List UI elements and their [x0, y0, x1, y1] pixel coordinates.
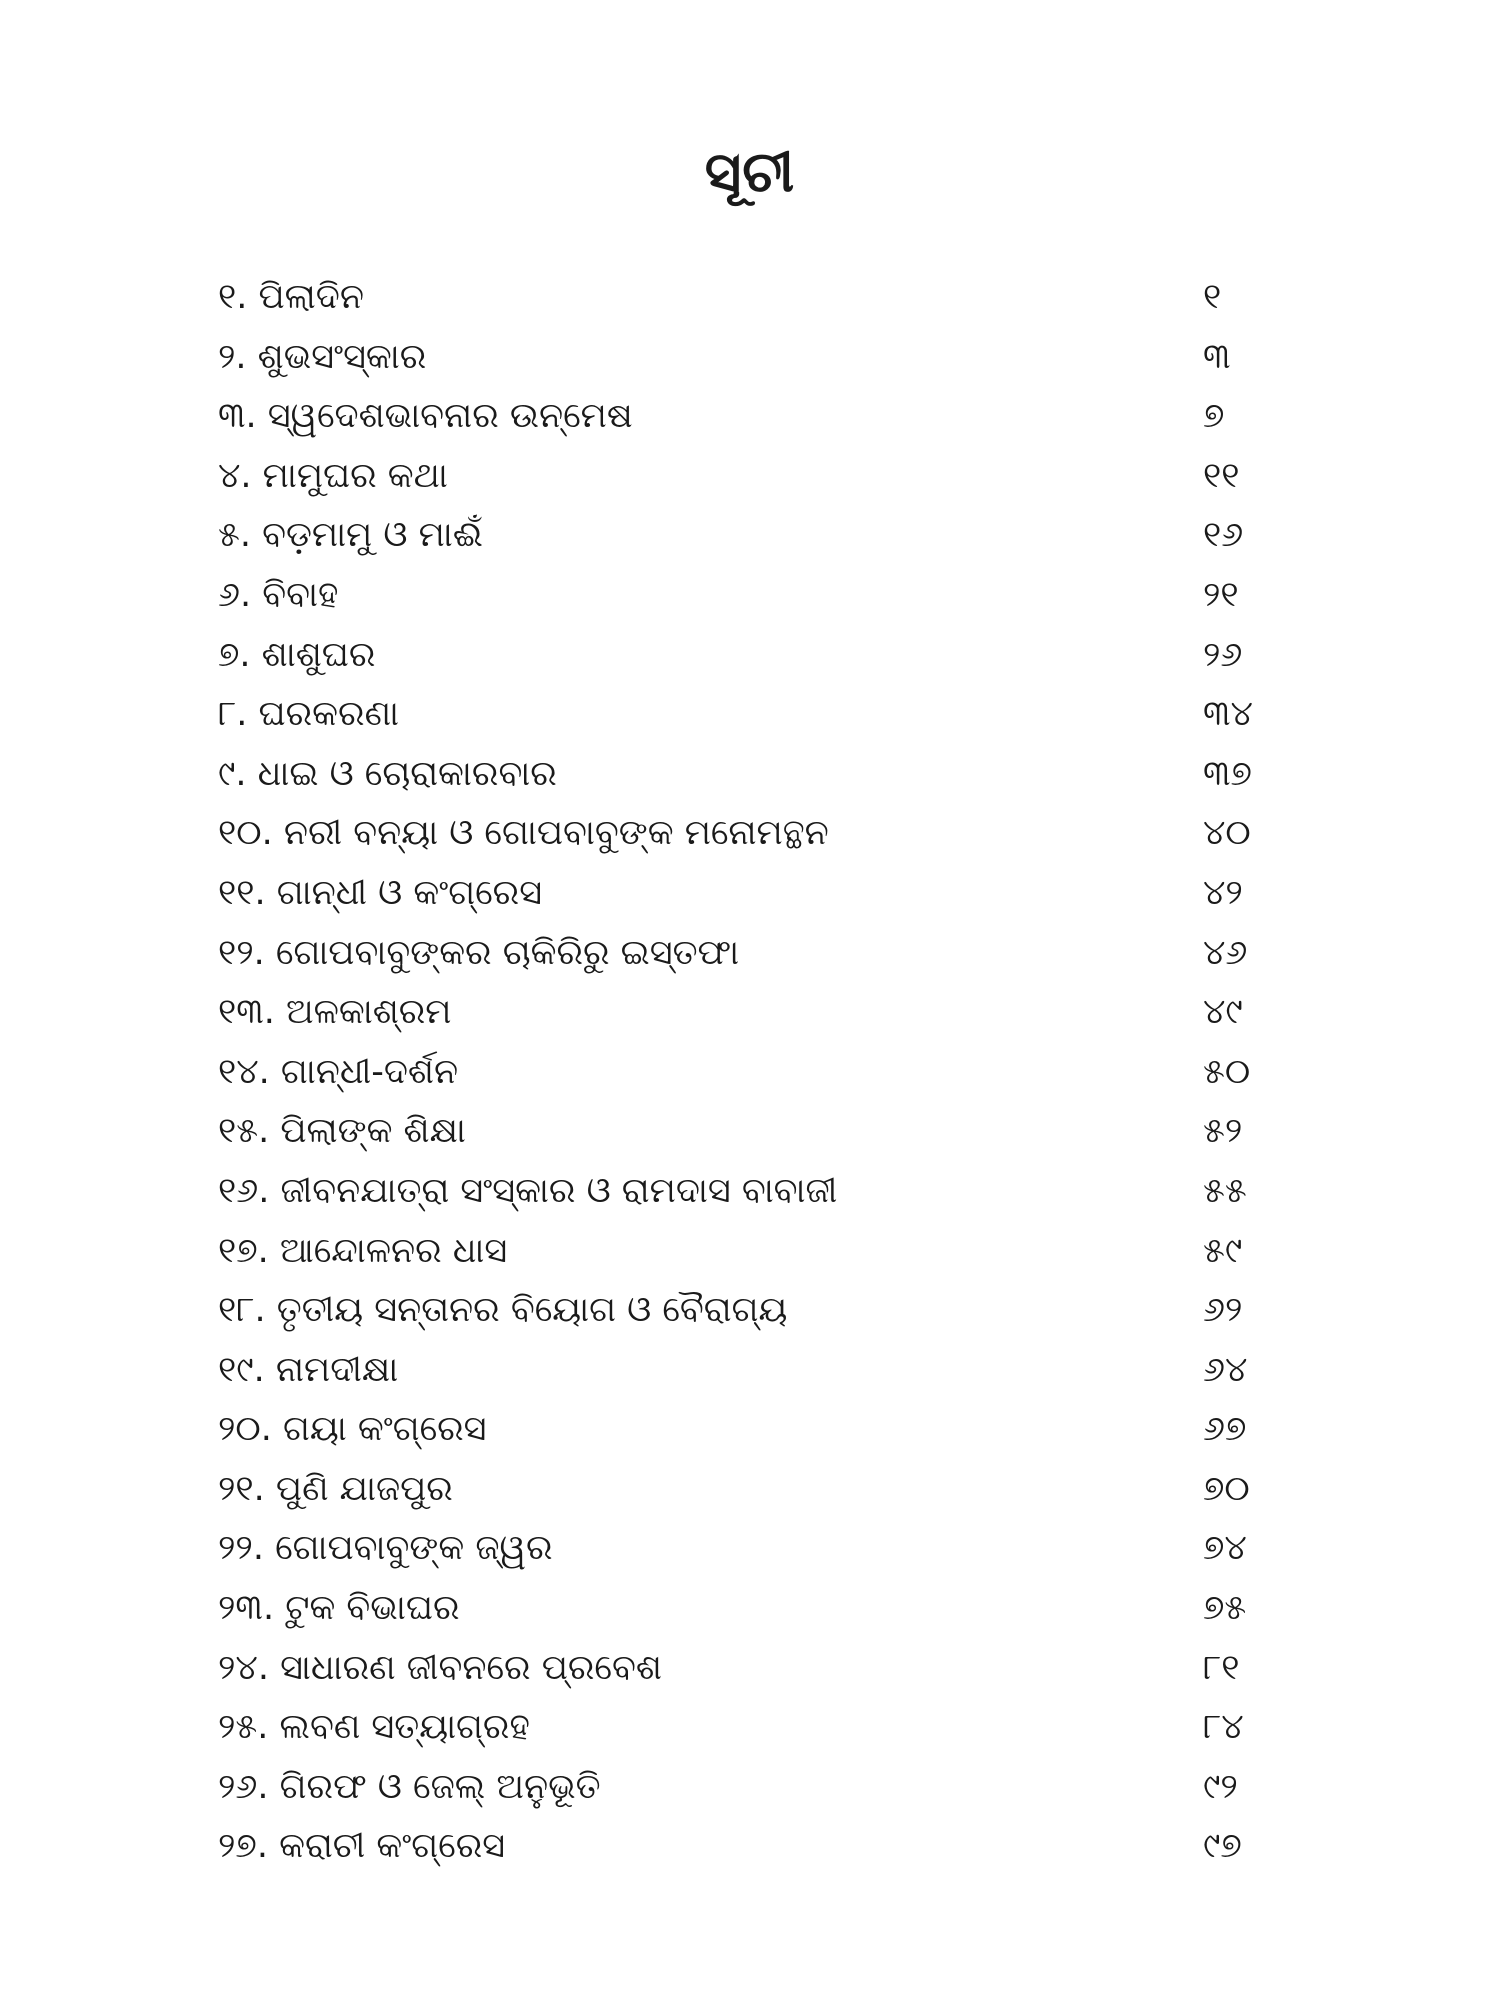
page-number: ୩୭ [1203, 753, 1252, 794]
chapter-title: ୨୦. ଗୟା କଂଗ୍ରେସ [218, 1409, 487, 1450]
toc-entry [218, 626, 1298, 686]
toc-entry [218, 924, 1298, 984]
page-number: ୪୦ [1203, 813, 1251, 854]
chapter-title: ୨୪. ସାଧାରଣ ଜୀବନରେ ପ୍ରବେଶ [218, 1647, 662, 1688]
toc-entry [218, 1102, 1298, 1162]
chapter-title: ୧୨. ଗୋପବାବୁଙ୍କର ଚାକିରିରୁ ଇସ୍ତଫା [218, 932, 740, 973]
page-number: ୪୨ [1203, 872, 1243, 913]
page-number: ୩ [1203, 336, 1231, 377]
chapter-title: ୨୩. ଟୁକ ବିଭାଘର [218, 1588, 460, 1629]
chapter-title: ୧୯. ନାମଦୀକ୍ଷା [218, 1349, 399, 1390]
chapter-title: ୨୨. ଗୋପବାବୁଙ୍କ ଜ୍ୱର [218, 1528, 553, 1569]
chapter-title: ୨୧. ପୁଣି ଯାଜପୁର [218, 1468, 453, 1509]
toc-entry [218, 1341, 1298, 1401]
page-number: ୯୨ [1203, 1766, 1238, 1807]
chapter-title: ୧୦. ନରୀ ବନ୍ୟା ଓ ଗୋପବାବୁଙ୍କ ମନୋମନ୍ଥନ [218, 813, 829, 854]
toc-entry [218, 1639, 1298, 1699]
toc-entry [218, 804, 1298, 864]
toc-entry [218, 1222, 1298, 1282]
chapter-title: ୬. ବିବାହ [218, 574, 339, 615]
chapter-title: ୯. ଧାଇ ଓ ଚୋରାକାରବାର [218, 753, 557, 794]
chapter-title: ୧୮. ତୃତୀୟ ସନ୍ତାନର ବିୟୋଗ ଓ ବୈରାଗ୍ୟ [218, 1290, 788, 1331]
page-number: ୭୫ [1203, 1588, 1247, 1629]
toc-entry [218, 685, 1298, 745]
chapter-title: ୧. ପିଲାଦିନ [218, 277, 364, 317]
toc-entry [218, 1698, 1298, 1758]
page-number: ୧ [1203, 277, 1222, 317]
page-number: ୮୧ [1203, 1647, 1240, 1688]
page-number: ୨୬ [1203, 634, 1243, 675]
page-number: ୫୦ [1203, 1051, 1251, 1092]
chapter-title: ୧୫. ପିଲାଙ୍କ ଶିକ୍ଷା [218, 1111, 466, 1152]
chapter-title: ୧୩. ଅଳକାଶ୍ରମ [218, 992, 452, 1033]
chapter-title: ୨୭. କରାଚୀ କଂଗ୍ରେସ [218, 1826, 506, 1867]
page-number: ୮୪ [1203, 1707, 1244, 1748]
page-number: ୬୭ [1203, 1409, 1247, 1450]
chapter-title: ୩. ସ୍ୱଦେଶଭାବନାର ଉନ୍ମେଷ [218, 396, 633, 437]
page-number: ୩୪ [1203, 694, 1253, 735]
page-number: ୭୦ [1203, 1468, 1250, 1509]
chapter-title: ୧୧. ଗାନ୍ଧୀ ଓ କଂଗ୍ରେସ [218, 872, 543, 913]
chapter-title: ୨. ଶୁଭସଂସ୍କାର [218, 336, 427, 377]
page-number: ୫୯ [1203, 1230, 1243, 1271]
page-number: ୯୭ [1203, 1826, 1242, 1867]
page-number: ୨୧ [1203, 574, 1239, 615]
chapter-title: ୧୭. ଆନ୍ଦୋଳନର ଧାସ [218, 1230, 508, 1271]
page-number: ୬୨ [1203, 1290, 1243, 1331]
page-title: ସୂଚୀ [704, 140, 796, 205]
toc-entry [218, 1519, 1298, 1579]
page-number: ୫୨ [1203, 1111, 1243, 1152]
toc-entry [218, 566, 1298, 626]
chapter-title: ୧୪. ଗାନ୍ଧୀ-ଦର୍ଶନ [218, 1051, 459, 1092]
page-number: ୭ [1203, 396, 1225, 437]
page-number: ୧୬ [1203, 515, 1244, 556]
toc-entry [218, 983, 1298, 1043]
toc-entry [218, 1043, 1298, 1103]
page-number: ୫୫ [1203, 1170, 1247, 1211]
chapter-title: ୮. ଘରକରଣା [218, 694, 400, 735]
chapter-title: ୨୫. ଲବଣ ସତ୍ୟାଗ୍ରହ [218, 1707, 530, 1748]
toc-entry [218, 864, 1298, 924]
chapter-title: ୪. ମାମୁଘର କଥା [218, 455, 448, 496]
toc-entry [218, 745, 1298, 805]
chapter-title: ୨୬. ଗିରଫ ଓ ଜେଲ୍ ଅନୁଭୂତି [218, 1766, 601, 1807]
page-number: ୧୧ [1203, 455, 1240, 496]
table-of-contents [218, 268, 1298, 1877]
page-number: ୬୪ [1203, 1349, 1248, 1390]
chapter-title: ୧୬. ଜୀବନଯାତ୍ରା ସଂସ୍କାର ଓ ରାମଦାସ ବାବାଜୀ [218, 1170, 838, 1211]
toc-entry [218, 506, 1298, 566]
page-number: ୭୪ [1203, 1528, 1247, 1569]
toc-entry [218, 1579, 1298, 1639]
toc-entry [218, 447, 1298, 507]
toc-entry [218, 268, 1298, 328]
toc-entry [218, 1758, 1298, 1818]
page-number: ୪୬ [1203, 932, 1248, 973]
chapter-title: ୫. ବଡ଼ମାମୁ ଓ ମାଈଁ [218, 515, 483, 556]
toc-entry [218, 1460, 1298, 1520]
toc-entry [218, 1281, 1298, 1341]
toc-entry [218, 1162, 1298, 1222]
toc-entry [218, 328, 1298, 388]
toc-entry [218, 1817, 1298, 1877]
chapter-title: ୭. ଶାଶୁଘର [218, 634, 376, 675]
page-number: ୪୯ [1203, 992, 1243, 1033]
toc-entry [218, 1400, 1298, 1460]
toc-entry [218, 387, 1298, 447]
